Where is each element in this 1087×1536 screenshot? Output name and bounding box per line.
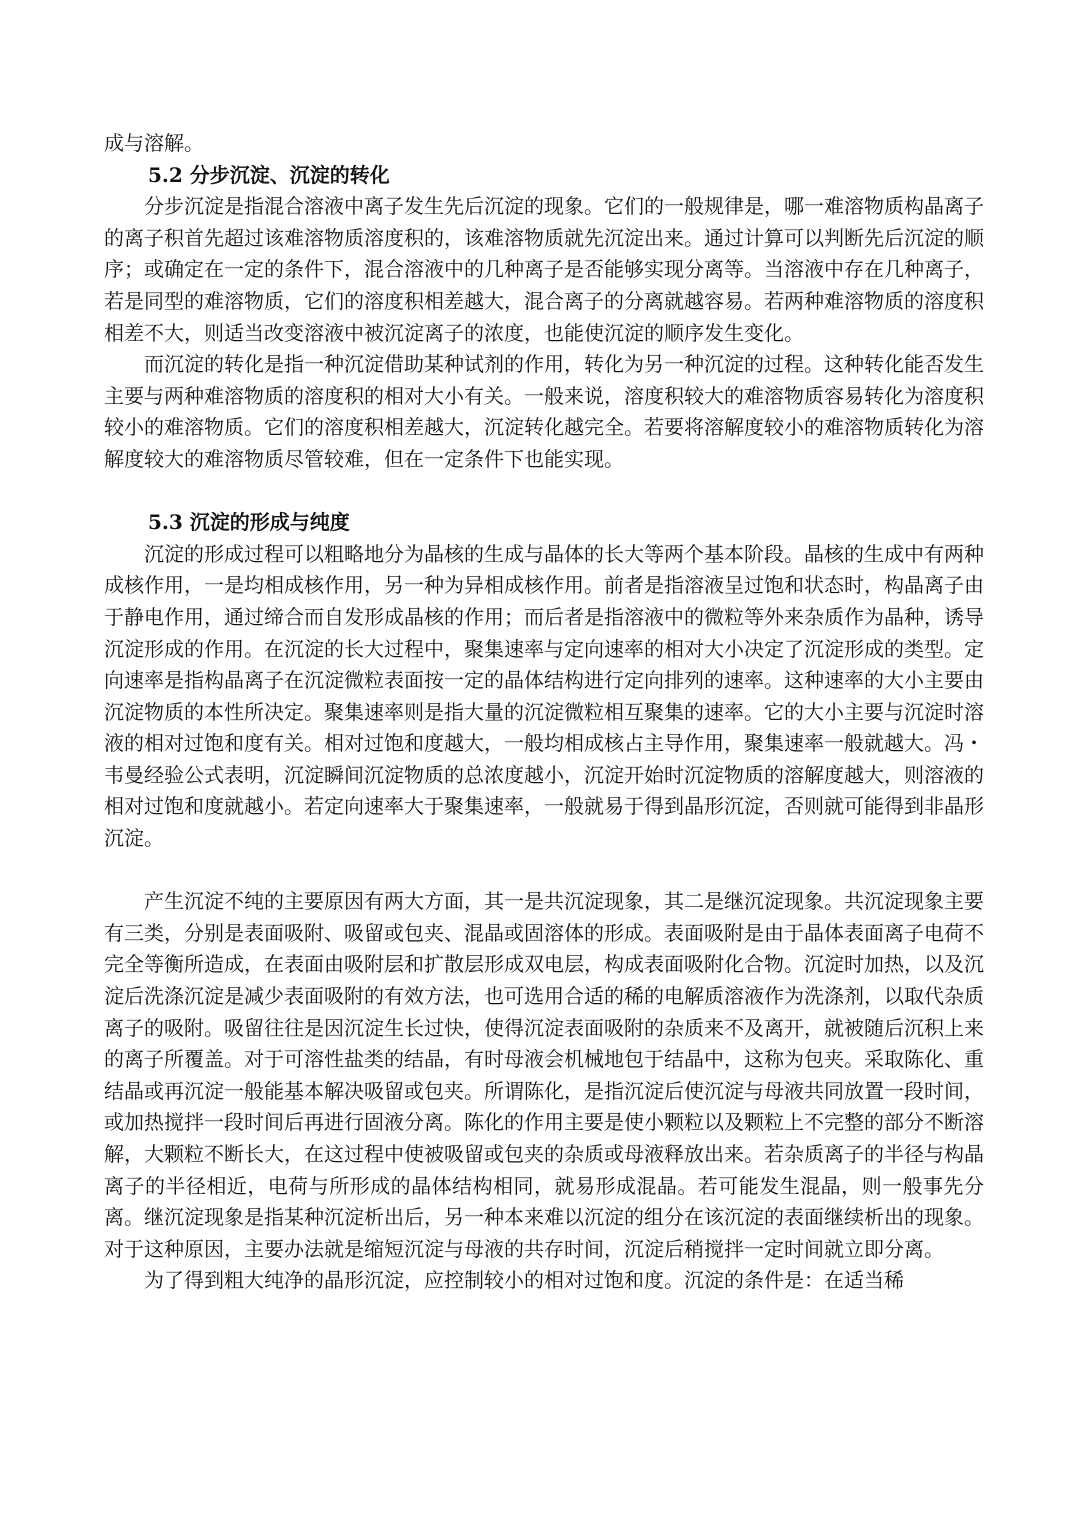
paragraph-precipitation-conditions: 为了得到粗大纯净的晶形沉淀，应控制较小的相对过饱和度。沉淀的条件是：在适当稀 bbox=[144, 1268, 904, 1293]
section-heading-5-3: 5.3 沉淀的形成与纯度 bbox=[148, 510, 350, 535]
section-heading-5-2: 5.2 分步沉淀、沉淀的转化 bbox=[148, 162, 390, 187]
paragraph-precipitate-conversion: 而沉淀的转化是指一种沉淀借助某种试剂的作用，转化为另一种沉淀的过程。这种转化能否发生主要与两种难溶物质的溶度积的相对大小有关。一般来说，溶度积较大的难溶物质容易转化为溶度积较小的难溶物质。它们的溶度积相差越大，沉淀转化越完全。若要将溶解度较小的难溶物质转化为溶解度较大的难溶物质尽管较难，但在一定条件下也能实现。 bbox=[104, 352, 984, 471]
paragraph-spacer bbox=[104, 855, 984, 887]
document-page bbox=[104, 128, 984, 1297]
paragraph-precipitate-impurity: 产生沉淀不纯的主要原因有两大方面，其一是共沉淀现象，其二是继沉淀现象。共沉淀现象主要有三类，分别是表面吸附、吸留或包夹、混晶或固溶体的形成。表面吸附是由于晶体表面离子电荷不完全等衡所造成，在表面由吸附层和扩散层形成双电层，构成表面吸附化合物。沉淀时加热，以及沉淀后洗涤沉淀是减少表面吸附的有效方法，也可选用合适的稀的电解质溶液作为洗涤剂，以取代杂质离子的吸附。吸留往往是因沉淀生长过快，使得沉淀表面吸附的杂质来不及离开，就被随后沉积上来的离子所覆盖。对于可溶性盐类的结晶，有时母液会机械地包于结晶中，这称为包夹。采取陈化、重结晶或再沉淀一般能基本解决吸留或包夹。所谓陈化，是指沉淀后使沉淀与母液共同放置一段时间，或加热搅拌一段时间后再进行固液分离。陈化的作用主要是使小颗粒以及颗粒上不完整的部分不断溶解，大颗粒不断长大，在这过程中使被吸留或包夹的杂质或母液释放出来。若杂质离子的半径与构晶离子的半径相近，电荷与所形成的晶体结构相同，就易形成混晶。若可能发生混晶，则一般事先分离。继沉淀现象是指某种沉淀析出后，另一种本来难以沉淀的组分在该沉淀的表面继续析出的现象。对于这种原因，主要办法就是缩短沉淀与母液的共存时间，沉淀后稍搅拌一定时间就立即分离。 bbox=[104, 889, 984, 1261]
paragraph-fractional-precipitation: 分步沉淀是指混合溶液中离子发生先后沉淀的现象。它们的一般规律是，哪一难溶物质构晶离子的离子积首先超过该难溶物质溶度积的，该难溶物质就先沉淀出来。通过计算可以判断先后沉淀的顺序；或确定在一定的条件下，混合溶液中的几种离子是否能够实现分离等。当溶液中存在几种离子，若是同型的难溶物质，它们的溶度积相差越大，混合离子的分离就越容易。若两种难溶物质的溶度积相差不大，则适当改变溶液中被沉淀离子的浓度，也能使沉淀的顺序发生变化。 bbox=[104, 194, 984, 345]
continuation-text: 成与溶解。 bbox=[104, 131, 204, 155]
paragraph-precipitate-formation: 沉淀的形成过程可以粗略地分为晶核的生成与晶体的长大等两个基本阶段。晶核的生成中有两种成核作用，一是均相成核作用，另一种为异相成核作用。前者是指溶液呈过饱和状态时，构晶离子由于静电作用，通过缔合而自发形成晶核的作用；而后者是指溶液中的微粒等外来杂质作为晶种，诱导沉淀形成的作用。在沉淀的长大过程中，聚集速率与定向速率的相对大小决定了沉淀形成的类型。定向速率是指构晶离子在沉淀微粒表面按一定的晶体结构进行定向排列的速率。这种速率的大小主要由沉淀物质的本性所决定。聚集速率则是指大量的沉淀微粒相互聚集的速率。它的大小主要与沉淀时溶液的相对过饱和度有关。相对过饱和度越大，一般均相成核占主导作用，聚集速率一般就越大。冯・韦曼经验公式表明，沉淀瞬间沉淀物质的总浓度越小，沉淀开始时沉淀物质的溶解度越大，则溶液的相对过饱和度就越小。若定向速率大于聚集速率，一般就易于得到晶形沉淀，否则就可能得到非晶形沉淀。 bbox=[104, 541, 984, 851]
section-spacer bbox=[104, 476, 984, 508]
